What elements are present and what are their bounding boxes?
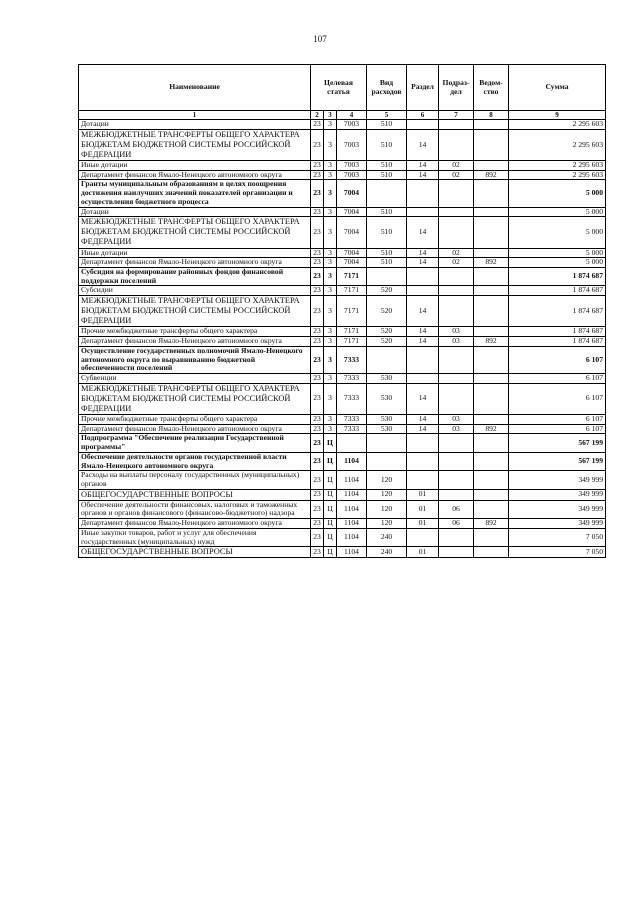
row-expense-type: 240 <box>367 528 407 546</box>
row-name: Департамент финансов Ямало-Ненецкого автономного округа <box>79 170 311 180</box>
row-target-code: 7171 <box>337 267 367 285</box>
row-subsection <box>439 547 474 558</box>
row-expense-type <box>367 346 407 373</box>
row-section <box>407 471 439 489</box>
row-expense-type: 530 <box>367 383 407 414</box>
table-row <box>79 337 606 347</box>
table-row <box>79 434 606 452</box>
row-expense-type: 510 <box>367 248 407 258</box>
column-number: 2 <box>311 111 324 120</box>
row-subsection <box>439 346 474 373</box>
row-section: 01 <box>407 519 439 529</box>
row-sum: 2 295 603 <box>509 120 606 130</box>
row-subsection <box>439 180 474 207</box>
row-name: Иные закупки товаров, работ и услуг для обеспечения государственных (муниципальных) нужд <box>79 528 311 546</box>
row-department <box>474 452 509 470</box>
row-expense-type: 520 <box>367 337 407 347</box>
row-target-code: 7003 <box>337 120 367 130</box>
column-number: 7 <box>439 111 474 120</box>
row-name: Прочие межбюджетные трансферты общего характера <box>79 327 311 337</box>
row-name: ОБЩЕГОСУДАРСТВЕННЫЕ ВОПРОСЫ <box>79 489 311 500</box>
row-target-subprogram: 3 <box>324 346 337 373</box>
row-target-code: 7333 <box>337 383 367 414</box>
row-target-subprogram: Ц <box>324 528 337 546</box>
row-sum: 1 874 687 <box>509 267 606 285</box>
row-target-program: 23 <box>311 327 324 337</box>
row-expense-type: 510 <box>367 217 407 248</box>
row-section: 14 <box>407 296 439 327</box>
row-expense-type: 120 <box>367 500 407 518</box>
row-target-code: 7004 <box>337 258 367 268</box>
row-expense-type <box>367 452 407 470</box>
row-department <box>474 120 509 130</box>
row-section: 01 <box>407 547 439 558</box>
row-section: 14 <box>407 129 439 160</box>
row-target-program: 23 <box>311 424 324 434</box>
row-subsection <box>439 489 474 500</box>
row-subsection <box>439 217 474 248</box>
row-section <box>407 180 439 207</box>
row-target-subprogram: 3 <box>324 161 337 171</box>
row-sum: 2 295 603 <box>509 129 606 160</box>
row-section <box>407 120 439 130</box>
row-target-code: 7004 <box>337 207 367 217</box>
row-target-subprogram: Ц <box>324 519 337 529</box>
row-sum: 349 999 <box>509 489 606 500</box>
row-subsection <box>439 383 474 414</box>
row-target-code <box>337 434 367 452</box>
row-sum: 1 874 687 <box>509 327 606 337</box>
row-sum: 567 199 <box>509 434 606 452</box>
row-target-subprogram: 3 <box>324 129 337 160</box>
table-header-row <box>79 65 606 111</box>
column-number: 6 <box>407 111 439 120</box>
row-target-program: 23 <box>311 267 324 285</box>
row-subsection: 03 <box>439 424 474 434</box>
row-department <box>474 217 509 248</box>
row-name: Субсидии <box>79 286 311 296</box>
row-subsection: 02 <box>439 258 474 268</box>
row-sum: 1 874 687 <box>509 296 606 327</box>
header-name: Наименование <box>79 65 311 111</box>
row-target-code: 1104 <box>337 547 367 558</box>
row-sum: 349 999 <box>509 471 606 489</box>
row-section: 14 <box>407 327 439 337</box>
row-subsection: 02 <box>439 161 474 171</box>
row-section: 14 <box>407 424 439 434</box>
row-target-program: 23 <box>311 296 324 327</box>
row-section: 14 <box>407 217 439 248</box>
row-target-subprogram: 3 <box>324 327 337 337</box>
row-expense-type: 520 <box>367 286 407 296</box>
row-target-subprogram: 3 <box>324 248 337 258</box>
row-subsection: 06 <box>439 500 474 518</box>
row-department: 892 <box>474 519 509 529</box>
row-target-code: 7171 <box>337 327 367 337</box>
row-sum: 567 199 <box>509 452 606 470</box>
row-section <box>407 286 439 296</box>
row-target-subprogram: 3 <box>324 296 337 327</box>
row-name: МЕЖБЮДЖЕТНЫЕ ТРАНСФЕРТЫ ОБЩЕГО ХАРАКТЕРА БЮДЖЕТАМ БЮДЖЕТНОЙ СИСТЕМЫ РОССИЙСКОЙ ФЕДЕРАЦИИ <box>79 296 311 327</box>
row-section: 14 <box>407 161 439 171</box>
row-target-subprogram: 3 <box>324 170 337 180</box>
row-target-code: 1104 <box>337 500 367 518</box>
row-target-subprogram: 3 <box>324 217 337 248</box>
row-department <box>474 161 509 171</box>
header-dept: Ведом-ство <box>474 65 509 111</box>
row-department <box>474 129 509 160</box>
row-name: Дотации <box>79 207 311 217</box>
row-target-program: 23 <box>311 547 324 558</box>
row-sum: 6 107 <box>509 383 606 414</box>
table-row <box>79 129 606 160</box>
row-subsection: 03 <box>439 414 474 424</box>
row-target-code: 7171 <box>337 296 367 327</box>
row-target-program: 23 <box>311 170 324 180</box>
row-target-program: 23 <box>311 346 324 373</box>
row-section <box>407 452 439 470</box>
row-expense-type: 530 <box>367 373 407 383</box>
row-sum: 349 999 <box>509 500 606 518</box>
row-department <box>474 207 509 217</box>
row-section: 14 <box>407 258 439 268</box>
row-target-code: 7003 <box>337 170 367 180</box>
row-expense-type: 520 <box>367 296 407 327</box>
row-target-subprogram: 3 <box>324 373 337 383</box>
row-target-subprogram: 3 <box>324 383 337 414</box>
row-sum: 1 874 687 <box>509 337 606 347</box>
row-department <box>474 373 509 383</box>
row-subsection <box>439 207 474 217</box>
row-expense-type: 510 <box>367 170 407 180</box>
row-subsection: 03 <box>439 337 474 347</box>
row-expense-type: 530 <box>367 424 407 434</box>
row-target-code: 7004 <box>337 248 367 258</box>
row-department <box>474 296 509 327</box>
row-target-program: 23 <box>311 414 324 424</box>
row-target-program: 23 <box>311 207 324 217</box>
row-target-code: 1104 <box>337 471 367 489</box>
row-target-subprogram: 3 <box>324 424 337 434</box>
row-department <box>474 434 509 452</box>
row-target-program: 23 <box>311 452 324 470</box>
row-sum: 5 000 <box>509 258 606 268</box>
row-sum: 7 050 <box>509 547 606 558</box>
table-row <box>79 471 606 489</box>
table-row <box>79 373 606 383</box>
row-sum: 5 000 <box>509 217 606 248</box>
row-department <box>474 500 509 518</box>
row-name: Иные дотации <box>79 248 311 258</box>
row-sum: 5 000 <box>509 248 606 258</box>
table-row <box>79 383 606 414</box>
header-sum: Сумма <box>509 65 606 111</box>
table-row <box>79 547 606 558</box>
table-row <box>79 528 606 546</box>
row-sum: 1 874 687 <box>509 286 606 296</box>
row-subsection: 03 <box>439 327 474 337</box>
row-target-program: 23 <box>311 120 324 130</box>
row-expense-type <box>367 180 407 207</box>
row-section <box>407 207 439 217</box>
row-target-subprogram: 3 <box>324 207 337 217</box>
row-target-subprogram: Ц <box>324 489 337 500</box>
row-section <box>407 434 439 452</box>
row-subsection <box>439 120 474 130</box>
row-target-code: 1104 <box>337 528 367 546</box>
row-subsection: 02 <box>439 170 474 180</box>
row-expense-type: 530 <box>367 414 407 424</box>
row-target-program: 23 <box>311 471 324 489</box>
column-number: 1 <box>79 111 311 120</box>
row-target-code: 7333 <box>337 414 367 424</box>
row-sum: 6 107 <box>509 346 606 373</box>
row-target-subprogram: 3 <box>324 414 337 424</box>
row-target-program: 23 <box>311 337 324 347</box>
row-target-program: 23 <box>311 258 324 268</box>
row-sum: 5 000 <box>509 180 606 207</box>
row-section: 14 <box>407 170 439 180</box>
row-name: Обеспечение деятельности финансовых, налоговых и таможенных органов и органов финансового (финансово-бюджетного) надзора <box>79 500 311 518</box>
row-subsection <box>439 434 474 452</box>
row-target-code: 7003 <box>337 161 367 171</box>
row-section <box>407 373 439 383</box>
row-subsection <box>439 373 474 383</box>
row-name: Департамент финансов Ямало-Ненецкого автономного округа <box>79 424 311 434</box>
row-department <box>474 547 509 558</box>
row-name: Субвенции <box>79 373 311 383</box>
row-department <box>474 471 509 489</box>
row-department <box>474 180 509 207</box>
row-expense-type: 510 <box>367 120 407 130</box>
row-expense-type <box>367 267 407 285</box>
row-department: 892 <box>474 170 509 180</box>
row-sum: 6 107 <box>509 414 606 424</box>
row-section: 14 <box>407 248 439 258</box>
row-target-program: 23 <box>311 373 324 383</box>
row-name: Обеспечение деятельности органов государственной власти Ямало-Ненецкого автономного округа <box>79 452 311 470</box>
row-name: МЕЖБЮДЖЕТНЫЕ ТРАНСФЕРТЫ ОБЩЕГО ХАРАКТЕРА БЮДЖЕТАМ БЮДЖЕТНОЙ СИСТЕМЫ РОССИЙСКОЙ ФЕДЕРАЦИИ <box>79 129 311 160</box>
row-section: 14 <box>407 383 439 414</box>
row-expense-type: 240 <box>367 547 407 558</box>
row-name: ОБЩЕГОСУДАРСТВЕННЫЕ ВОПРОСЫ <box>79 547 311 558</box>
row-name: Расходы на выплаты персоналу государственных (муниципальных) органов <box>79 471 311 489</box>
row-name: Гранты муниципальным образованиям в целях поощрения достижения наилучших значений показателей организации и осуществления бюджетного процесса <box>79 180 311 207</box>
row-subsection <box>439 129 474 160</box>
row-target-code: 7333 <box>337 373 367 383</box>
row-department <box>474 346 509 373</box>
row-target-program: 23 <box>311 434 324 452</box>
row-name: Дотации <box>79 120 311 130</box>
table-row <box>79 161 606 171</box>
row-expense-type: 510 <box>367 258 407 268</box>
column-number: 9 <box>509 111 606 120</box>
row-target-subprogram: 3 <box>324 120 337 130</box>
row-sum: 5 000 <box>509 207 606 217</box>
row-department <box>474 414 509 424</box>
column-number: 4 <box>337 111 367 120</box>
row-target-program: 23 <box>311 286 324 296</box>
row-target-subprogram: Ц <box>324 500 337 518</box>
row-name: Департамент финансов Ямало-Ненецкого автономного округа <box>79 258 311 268</box>
row-sum: 6 107 <box>509 424 606 434</box>
row-name: МЕЖБЮДЖЕТНЫЕ ТРАНСФЕРТЫ ОБЩЕГО ХАРАКТЕРА БЮДЖЕТАМ БЮДЖЕТНОЙ СИСТЕМЫ РОССИЙСКОЙ ФЕДЕРАЦИИ <box>79 383 311 414</box>
table-row <box>79 267 606 285</box>
row-expense-type: 510 <box>367 207 407 217</box>
row-target-program: 23 <box>311 500 324 518</box>
row-subsection <box>439 286 474 296</box>
row-expense-type: 510 <box>367 161 407 171</box>
row-expense-type: 120 <box>367 489 407 500</box>
row-subsection: 06 <box>439 519 474 529</box>
table-row <box>79 452 606 470</box>
row-target-code: 1104 <box>337 489 367 500</box>
row-expense-type: 120 <box>367 471 407 489</box>
row-name: МЕЖБЮДЖЕТНЫЕ ТРАНСФЕРТЫ ОБЩЕГО ХАРАКТЕРА БЮДЖЕТАМ БЮДЖЕТНОЙ СИСТЕМЫ РОССИЙСКОЙ ФЕДЕРАЦИИ <box>79 217 311 248</box>
table-row <box>79 217 606 248</box>
row-target-subprogram: 3 <box>324 286 337 296</box>
row-target-code: 1104 <box>337 452 367 470</box>
row-target-code: 7171 <box>337 286 367 296</box>
table-row <box>79 207 606 217</box>
row-department: 892 <box>474 424 509 434</box>
row-target-code: 7333 <box>337 424 367 434</box>
row-target-subprogram: 3 <box>324 267 337 285</box>
row-name: Прочие межбюджетные трансферты общего характера <box>79 414 311 424</box>
row-target-program: 23 <box>311 489 324 500</box>
header-section: Раздел <box>407 65 439 111</box>
row-section: 14 <box>407 414 439 424</box>
table-row <box>79 500 606 518</box>
row-name: Иные дотации <box>79 161 311 171</box>
row-target-code: 1104 <box>337 519 367 529</box>
row-subsection: 02 <box>439 248 474 258</box>
row-name: Департамент финансов Ямало-Ненецкого автономного округа <box>79 519 311 529</box>
row-sum: 6 107 <box>509 373 606 383</box>
header-target: Целевая статья <box>311 65 367 111</box>
row-department <box>474 286 509 296</box>
row-expense-type: 120 <box>367 519 407 529</box>
row-target-program: 23 <box>311 248 324 258</box>
table-row <box>79 120 606 130</box>
row-name: Подпрограмма "Обеспечение реализации Государственной программы" <box>79 434 311 452</box>
row-department <box>474 528 509 546</box>
row-subsection <box>439 267 474 285</box>
page-number: 107 <box>313 34 327 44</box>
row-target-subprogram: Ц <box>324 547 337 558</box>
row-target-program: 23 <box>311 217 324 248</box>
table-row <box>79 489 606 500</box>
row-target-program: 23 <box>311 528 324 546</box>
row-target-subprogram: Ц <box>324 434 337 452</box>
table-row <box>79 519 606 529</box>
row-sum: 7 050 <box>509 528 606 546</box>
row-target-code: 7004 <box>337 217 367 248</box>
row-target-code: 7003 <box>337 129 367 160</box>
header-type: Вид расходов <box>367 65 407 111</box>
row-department: 892 <box>474 337 509 347</box>
row-name: Департамент финансов Ямало-Ненецкого автономного округа <box>79 337 311 347</box>
row-section: 14 <box>407 337 439 347</box>
table-row <box>79 286 606 296</box>
table-row <box>79 414 606 424</box>
row-target-program: 23 <box>311 129 324 160</box>
row-target-subprogram: Ц <box>324 471 337 489</box>
column-number-row <box>79 111 606 120</box>
row-sum: 2 295 603 <box>509 170 606 180</box>
row-target-subprogram: 3 <box>324 258 337 268</box>
budget-table <box>78 64 606 558</box>
row-target-code: 7004 <box>337 180 367 207</box>
row-section: 01 <box>407 489 439 500</box>
row-target-program: 23 <box>311 180 324 207</box>
row-subsection <box>439 528 474 546</box>
row-section: 01 <box>407 500 439 518</box>
row-section <box>407 346 439 373</box>
row-target-program: 23 <box>311 383 324 414</box>
row-name: Осуществление государственных полномочий Ямало-Ненецкого автономного округа по выравниванию бюджетной обеспеченности поселений <box>79 346 311 373</box>
row-department <box>474 383 509 414</box>
row-subsection <box>439 471 474 489</box>
row-section <box>407 528 439 546</box>
row-expense-type <box>367 434 407 452</box>
row-target-program: 23 <box>311 161 324 171</box>
row-subsection <box>439 452 474 470</box>
row-target-code: 7171 <box>337 337 367 347</box>
row-expense-type: 520 <box>367 327 407 337</box>
header-subsection: Подраз-дел <box>439 65 474 111</box>
row-target-subprogram: 3 <box>324 180 337 207</box>
row-target-code: 7333 <box>337 346 367 373</box>
row-target-program: 23 <box>311 519 324 529</box>
row-target-subprogram: Ц <box>324 452 337 470</box>
row-subsection <box>439 296 474 327</box>
row-target-subprogram: 3 <box>324 337 337 347</box>
table-body <box>79 120 606 558</box>
row-name: Субсидия на формирование районных фондов финансовой поддержки поселений <box>79 267 311 285</box>
column-number: 3 <box>324 111 337 120</box>
row-section <box>407 267 439 285</box>
row-sum: 349 999 <box>509 519 606 529</box>
table-row <box>79 346 606 373</box>
column-number: 8 <box>474 111 509 120</box>
row-sum: 2 295 603 <box>509 161 606 171</box>
column-number: 5 <box>367 111 407 120</box>
table-row <box>79 180 606 207</box>
table-row <box>79 296 606 327</box>
row-expense-type: 510 <box>367 129 407 160</box>
row-department <box>474 489 509 500</box>
row-department <box>474 267 509 285</box>
row-department: 892 <box>474 258 509 268</box>
